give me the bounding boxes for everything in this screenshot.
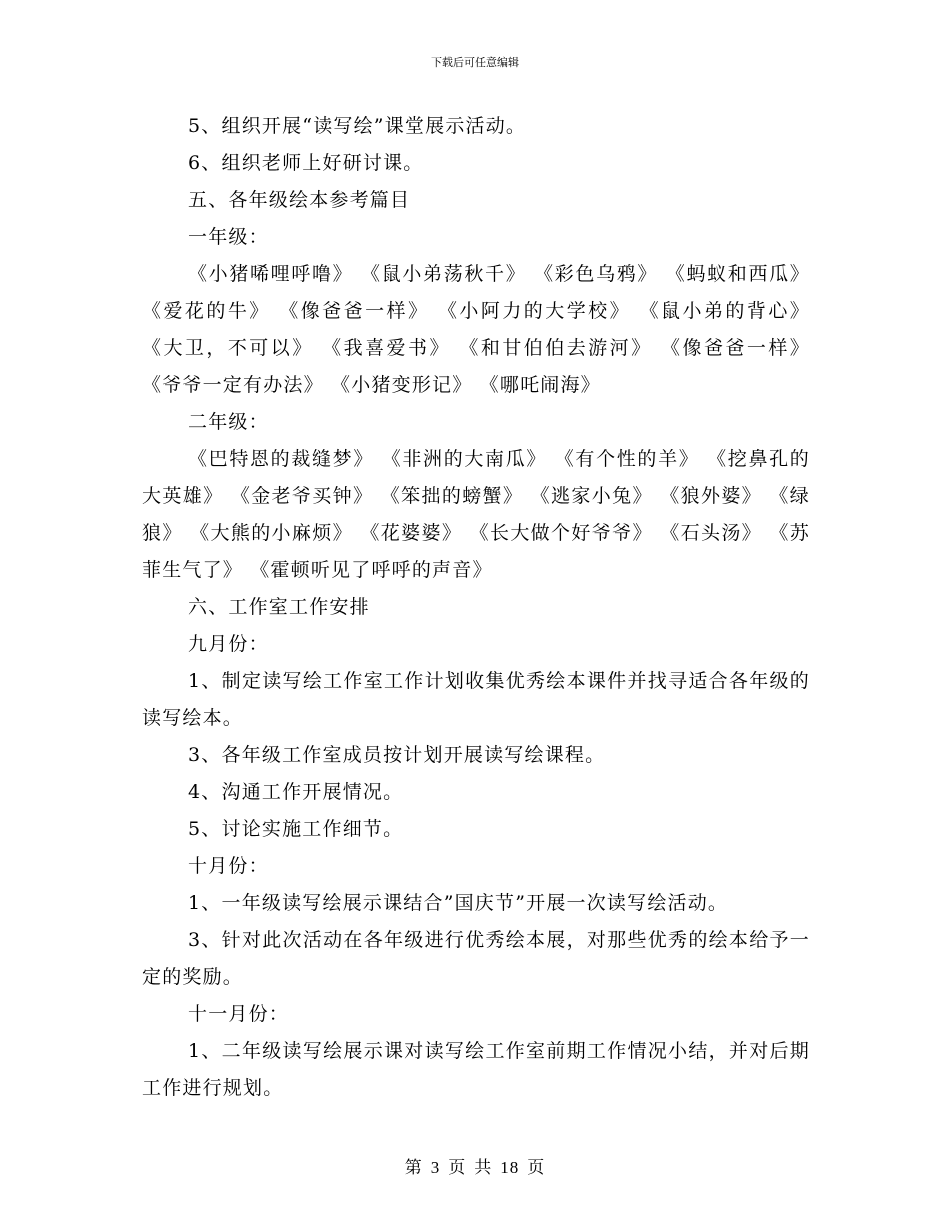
text-line: 4、沟通工作开展情况。: [188, 781, 404, 803]
text-line: 5、组织开展“读写绘”课堂展示活动。: [188, 115, 527, 137]
text-line: 5、讨论实施工作细节。: [188, 818, 404, 840]
text-line: 1、一年级读写绘展示课结合”国庆节”开展一次读写绘活动。: [188, 892, 729, 914]
month-label: 十一月份：: [188, 1003, 290, 1025]
footer-page-word: 页: [448, 1158, 467, 1177]
footer-prefix: 第: [404, 1158, 423, 1177]
page-footer: [0, 1153, 950, 1178]
book-list-grade-1: 《小猪唏哩呼噜》 《鼠小弟荡秋千》 《彩色乌鸦》 《蚂蚁和西瓜》 《爱花的牛》 《像爸爸一样》 《小阿力的大学校》 《鼠小弟的背心》 《大卫，不可以》 《我喜爱书》 《和甘伯伯去游河》 《像爸爸一样》 《爷爷一定有办法》 《小猪变形记》 《哪吒闹海》: [142, 263, 810, 396]
page-header: 下载后可任意编辑: [431, 56, 519, 69]
total-pages: 18: [500, 1158, 520, 1177]
footer-total-word: 共: [474, 1158, 493, 1177]
text-line: 3、各年级工作室成员按计划开展读写绘课程。: [188, 744, 606, 766]
grade-label: 二年级：: [188, 411, 269, 433]
grade-label: 一年级：: [188, 226, 269, 248]
text-paragraph: 1、二年级读写绘展示课对读写绘工作室前期工作情况小结，并对后期工作进行规划。: [142, 1040, 810, 1099]
text-paragraph: 1、制定读写绘工作室工作计划收集优秀绘本课件并找寻适合各年级的读写绘本。: [142, 670, 810, 729]
text-line: 6、组织老师上好研讨课。: [188, 152, 424, 174]
footer-suffix: 页: [527, 1158, 546, 1177]
month-label: 十月份：: [188, 855, 269, 877]
section-heading: 六、工作室工作安排: [188, 596, 370, 618]
page-number: 3: [430, 1158, 441, 1177]
month-label: 九月份：: [188, 633, 269, 655]
book-list-grade-2: 《巴特恩的裁缝梦》 《非洲的大南瓜》 《有个性的羊》 《挖鼻孔的大英雄》 《金老爷买钟》 《笨拙的螃蟹》 《逃家小兔》 《狼外婆》 《绿狼》 《大熊的小麻烦》 《花婆婆》 《长大做个好爷爷》 《石头汤》 《苏菲生气了》 《霍顿听见了呼呼的声音》: [142, 448, 810, 581]
text-paragraph: 3、针对此次活动在各年级进行优秀绘本展，对那些优秀的绘本给予一定的奖励。: [142, 929, 810, 988]
document-body: [142, 108, 810, 1107]
section-heading: 五、各年级绘本参考篇目: [188, 189, 411, 211]
